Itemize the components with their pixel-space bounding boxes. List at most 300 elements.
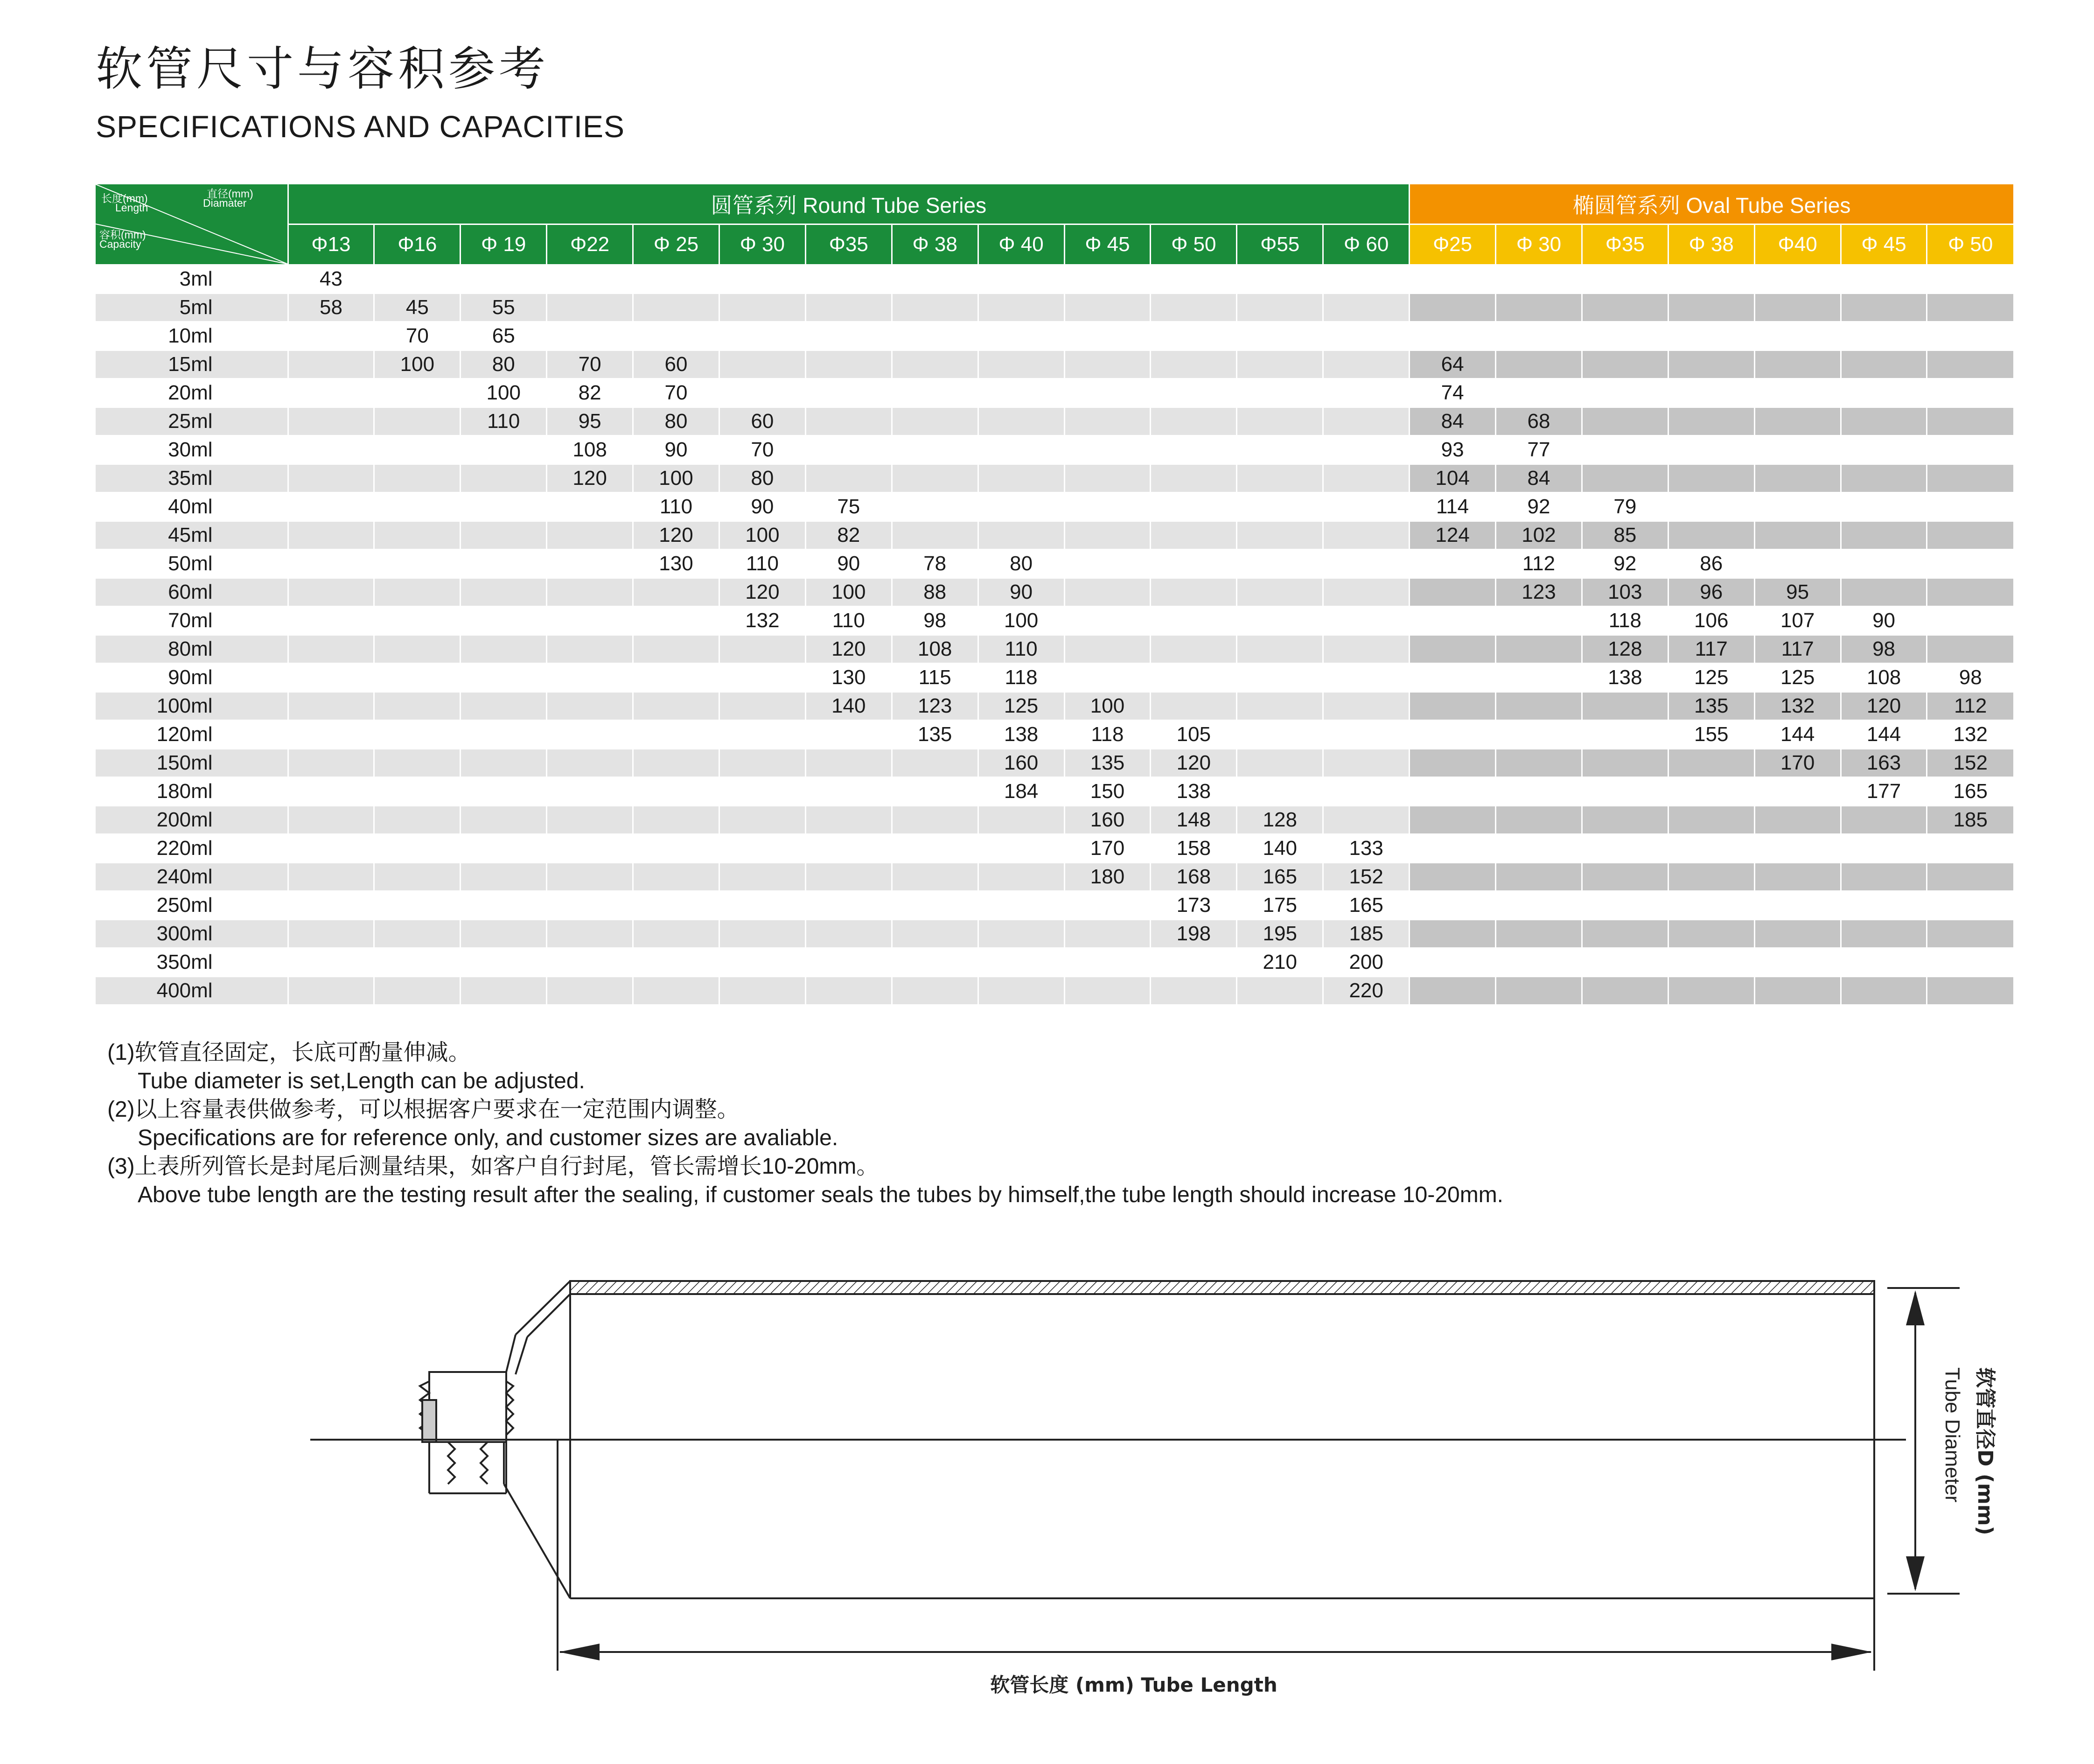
round-diameter-header: Φ 30 <box>719 224 805 265</box>
round-length-cell <box>892 948 978 977</box>
round-length-cell <box>978 265 1064 294</box>
oval-length-cell <box>1582 436 1668 464</box>
oval-length-cell <box>1841 350 1927 379</box>
round-length-cell: 120 <box>805 635 892 664</box>
oval-length-cell <box>1927 464 2013 493</box>
oval-tube-series-header: 椭圆管系列 Oval Tube Series <box>1410 184 2013 224</box>
oval-length-cell: 138 <box>1582 664 1668 692</box>
round-length-cell <box>1323 664 1410 692</box>
oval-length-cell <box>1410 607 1496 635</box>
oval-length-cell <box>1927 578 2013 607</box>
round-length-cell <box>1151 977 1237 1005</box>
round-length-cell <box>1237 578 1323 607</box>
round-length-cell <box>892 265 978 294</box>
round-length-cell <box>1064 920 1151 948</box>
oval-length-cell <box>1496 806 1582 834</box>
round-length-cell: 98 <box>892 607 978 635</box>
round-length-cell <box>1064 607 1151 635</box>
note-2-en: Specifications are for reference only, and customer sizes are avaliable. <box>138 1126 838 1150</box>
oval-length-cell: 84 <box>1410 407 1496 436</box>
round-length-cell <box>547 721 633 749</box>
length-arrow-head-right <box>1831 1644 1872 1660</box>
oval-length-cell <box>1582 721 1668 749</box>
round-length-cell <box>719 294 805 322</box>
round-length-cell <box>374 806 461 834</box>
oval-length-cell <box>1582 692 1668 721</box>
oval-length-cell <box>1668 294 1754 322</box>
round-length-cell <box>374 493 461 521</box>
notes <box>107 1038 1503 1209</box>
oval-length-cell <box>1841 550 1927 578</box>
oval-length-cell <box>1496 834 1582 863</box>
capacity-cell: 250ml <box>96 891 288 920</box>
round-length-cell <box>374 920 461 948</box>
oval-length-cell <box>1582 322 1668 350</box>
round-length-cell <box>1064 948 1151 977</box>
round-length-cell <box>633 920 719 948</box>
round-length-cell <box>1237 749 1323 777</box>
corner-diameter-zh: 直径(mm) <box>207 188 253 200</box>
round-length-cell <box>978 294 1064 322</box>
oval-length-cell <box>1410 863 1496 891</box>
round-length-cell <box>288 749 374 777</box>
round-length-cell <box>633 863 719 891</box>
corner-capacity-zh: 容积(mm) <box>99 229 146 241</box>
round-length-cell <box>633 607 719 635</box>
round-length-cell: 108 <box>892 635 978 664</box>
round-length-cell <box>461 664 547 692</box>
oval-length-cell <box>1754 920 1841 948</box>
round-length-cell <box>719 265 805 294</box>
round-length-cell: 78 <box>892 550 978 578</box>
oval-length-cell <box>1841 863 1927 891</box>
round-length-cell <box>978 521 1064 550</box>
round-length-cell <box>978 806 1064 834</box>
round-diameter-header: Φ13 <box>288 224 374 265</box>
oval-length-cell <box>1754 322 1841 350</box>
round-length-cell <box>1237 322 1323 350</box>
oval-length-cell: 68 <box>1496 407 1582 436</box>
oval-length-cell: 170 <box>1754 749 1841 777</box>
round-length-cell <box>461 749 547 777</box>
round-length-cell: 100 <box>719 521 805 550</box>
oval-length-cell <box>1496 948 1582 977</box>
round-length-cell <box>805 350 892 379</box>
round-length-cell <box>374 692 461 721</box>
round-length-cell <box>892 493 978 521</box>
oval-length-cell <box>1496 607 1582 635</box>
capacity-cell: 240ml <box>96 863 288 891</box>
round-length-cell <box>978 379 1064 407</box>
round-length-cell <box>1064 891 1151 920</box>
round-length-cell <box>288 806 374 834</box>
round-length-cell <box>374 749 461 777</box>
round-length-cell <box>547 493 633 521</box>
round-length-cell <box>1237 550 1323 578</box>
round-length-cell <box>805 891 892 920</box>
round-length-cell: 110 <box>633 493 719 521</box>
oval-length-cell <box>1582 777 1668 806</box>
round-length-cell <box>1064 379 1151 407</box>
capacity-cell: 220ml <box>96 834 288 863</box>
round-length-cell: 88 <box>892 578 978 607</box>
diameter-header-row <box>96 224 2013 265</box>
round-length-cell: 108 <box>547 436 633 464</box>
oval-length-cell <box>1496 635 1582 664</box>
round-length-cell: 75 <box>805 493 892 521</box>
round-length-cell <box>374 948 461 977</box>
page-title-zh: 软管尺寸与容积参考 <box>96 43 549 95</box>
capacity-cell: 100ml <box>96 692 288 721</box>
round-length-cell: 115 <box>892 664 978 692</box>
tube-diagram <box>0 1260 2094 1727</box>
oval-length-cell: 64 <box>1410 350 1496 379</box>
round-length-cell: 100 <box>1064 692 1151 721</box>
oval-length-cell: 117 <box>1754 635 1841 664</box>
round-length-cell <box>1064 350 1151 379</box>
oval-length-cell <box>1410 806 1496 834</box>
table-row <box>96 294 2013 322</box>
round-length-cell: 55 <box>461 294 547 322</box>
round-length-cell <box>892 407 978 436</box>
oval-length-cell: 112 <box>1496 550 1582 578</box>
round-length-cell <box>719 350 805 379</box>
oval-length-cell <box>1582 891 1668 920</box>
oval-length-cell: 124 <box>1410 521 1496 550</box>
round-length-cell: 185 <box>1323 920 1410 948</box>
oval-length-cell: 123 <box>1496 578 1582 607</box>
round-length-cell <box>1237 977 1323 1005</box>
oval-length-cell: 177 <box>1841 777 1927 806</box>
oval-length-cell <box>1927 407 2013 436</box>
round-length-cell <box>719 948 805 977</box>
oval-length-cell <box>1668 350 1754 379</box>
round-length-cell <box>461 635 547 664</box>
round-length-cell: 110 <box>805 607 892 635</box>
oval-length-cell <box>1841 521 1927 550</box>
oval-length-cell <box>1496 721 1582 749</box>
round-length-cell: 120 <box>547 464 633 493</box>
round-length-cell: 140 <box>805 692 892 721</box>
oval-length-cell: 128 <box>1582 635 1668 664</box>
oval-length-cell <box>1496 664 1582 692</box>
oval-length-cell <box>1841 948 1927 977</box>
round-diameter-header: Φ 38 <box>892 224 978 265</box>
oval-length-cell <box>1841 265 1927 294</box>
oval-length-cell: 114 <box>1410 493 1496 521</box>
oval-length-cell <box>1927 977 2013 1005</box>
round-length-cell <box>892 777 978 806</box>
round-length-cell <box>374 721 461 749</box>
oval-length-cell <box>1927 379 2013 407</box>
round-length-cell <box>1064 464 1151 493</box>
round-length-cell <box>805 920 892 948</box>
corner-length-en: Length <box>115 202 148 214</box>
oval-length-cell: 112 <box>1927 692 2013 721</box>
round-length-cell: 80 <box>719 464 805 493</box>
table-row <box>96 550 2013 578</box>
round-length-cell <box>374 834 461 863</box>
oval-length-cell: 95 <box>1754 578 1841 607</box>
round-length-cell <box>461 806 547 834</box>
round-length-cell <box>547 521 633 550</box>
oval-length-cell <box>1754 948 1841 977</box>
oval-length-cell <box>1668 948 1754 977</box>
round-length-cell <box>1237 692 1323 721</box>
round-length-cell: 133 <box>1323 834 1410 863</box>
round-length-cell <box>1323 777 1410 806</box>
table-row <box>96 493 2013 521</box>
round-length-cell <box>461 891 547 920</box>
round-length-cell <box>288 721 374 749</box>
oval-length-cell <box>1754 407 1841 436</box>
round-length-cell: 184 <box>978 777 1064 806</box>
diameter-label-zh: 软管直径D (mm) <box>1973 1367 1997 1535</box>
oval-length-cell <box>1582 407 1668 436</box>
round-length-cell <box>978 322 1064 350</box>
oval-length-cell <box>1754 350 1841 379</box>
oval-length-cell <box>1410 294 1496 322</box>
round-length-cell <box>1323 265 1410 294</box>
round-length-cell <box>805 407 892 436</box>
round-length-cell <box>1151 322 1237 350</box>
round-length-cell: 140 <box>1237 834 1323 863</box>
round-length-cell <box>374 664 461 692</box>
round-length-cell <box>978 948 1064 977</box>
oval-length-cell <box>1496 350 1582 379</box>
note-1-zh: (1)软管直径固定，长底可酌量伸减。 <box>107 1040 471 1065</box>
round-length-cell <box>1151 265 1237 294</box>
round-length-cell: 130 <box>633 550 719 578</box>
round-length-cell <box>1151 379 1237 407</box>
oval-length-cell <box>1841 493 1927 521</box>
round-length-cell <box>461 777 547 806</box>
oval-length-cell <box>1927 635 2013 664</box>
oval-diameter-header: Φ40 <box>1754 224 1841 265</box>
round-length-cell <box>805 977 892 1005</box>
round-length-cell <box>288 493 374 521</box>
round-length-cell <box>461 436 547 464</box>
round-length-cell <box>719 635 805 664</box>
oval-diameter-header: Φ25 <box>1410 224 1496 265</box>
capacity-cell: 5ml <box>96 294 288 322</box>
oval-length-cell <box>1927 920 2013 948</box>
oval-length-cell: 132 <box>1754 692 1841 721</box>
table-row <box>96 920 2013 948</box>
round-length-cell: 80 <box>461 350 547 379</box>
round-length-cell <box>288 521 374 550</box>
oval-length-cell <box>1582 948 1668 977</box>
oval-length-cell <box>1841 578 1927 607</box>
length-arrow-head-left <box>559 1644 600 1660</box>
round-length-cell <box>1323 379 1410 407</box>
capacity-cell: 20ml <box>96 379 288 407</box>
round-diameter-header: Φ 50 <box>1151 224 1237 265</box>
round-length-cell: 130 <box>805 664 892 692</box>
oval-length-cell <box>1410 834 1496 863</box>
round-length-cell <box>892 977 978 1005</box>
capacity-cell: 60ml <box>96 578 288 607</box>
oval-length-cell <box>1841 834 1927 863</box>
round-length-cell: 173 <box>1151 891 1237 920</box>
round-length-cell <box>1151 578 1237 607</box>
oval-length-cell: 135 <box>1668 692 1754 721</box>
oval-length-cell <box>1754 806 1841 834</box>
oval-length-cell <box>1841 891 1927 920</box>
round-length-cell: 43 <box>288 265 374 294</box>
round-length-cell <box>978 891 1064 920</box>
round-length-cell: 70 <box>547 350 633 379</box>
capacity-cell: 200ml <box>96 806 288 834</box>
round-length-cell <box>805 777 892 806</box>
round-length-cell <box>1323 721 1410 749</box>
round-length-cell <box>1323 464 1410 493</box>
round-length-cell <box>978 863 1064 891</box>
oval-length-cell: 90 <box>1841 607 1927 635</box>
round-length-cell <box>1064 294 1151 322</box>
round-length-cell <box>547 977 633 1005</box>
oval-length-cell <box>1841 464 1927 493</box>
round-length-cell <box>1151 607 1237 635</box>
oval-length-cell <box>1410 578 1496 607</box>
round-length-cell <box>461 977 547 1005</box>
round-length-cell <box>1323 521 1410 550</box>
round-length-cell <box>1064 635 1151 664</box>
round-length-cell <box>1064 407 1151 436</box>
oval-length-cell <box>1410 635 1496 664</box>
round-length-cell <box>978 350 1064 379</box>
round-length-cell <box>1323 493 1410 521</box>
round-length-cell <box>805 834 892 863</box>
round-length-cell <box>1237 607 1323 635</box>
round-length-cell <box>461 493 547 521</box>
oval-length-cell: 152 <box>1927 749 2013 777</box>
oval-length-cell <box>1410 977 1496 1005</box>
tube-outline <box>420 1281 1960 1671</box>
round-length-cell <box>805 806 892 834</box>
round-length-cell <box>805 379 892 407</box>
table-row <box>96 664 2013 692</box>
round-length-cell <box>1151 493 1237 521</box>
round-length-cell <box>547 920 633 948</box>
oval-length-cell: 185 <box>1927 806 2013 834</box>
capacity-cell: 350ml <box>96 948 288 977</box>
capacity-cell: 50ml <box>96 550 288 578</box>
round-length-cell <box>374 607 461 635</box>
round-length-cell <box>719 920 805 948</box>
round-length-cell <box>1064 493 1151 521</box>
oval-length-cell <box>1754 265 1841 294</box>
oval-length-cell <box>1582 806 1668 834</box>
round-length-cell <box>374 407 461 436</box>
round-length-cell <box>288 777 374 806</box>
oval-length-cell <box>1668 521 1754 550</box>
table-row <box>96 977 2013 1005</box>
round-length-cell <box>633 948 719 977</box>
round-length-cell: 120 <box>633 521 719 550</box>
round-length-cell <box>1064 521 1151 550</box>
round-length-cell: 120 <box>719 578 805 607</box>
round-length-cell: 105 <box>1151 721 1237 749</box>
oval-length-cell <box>1410 891 1496 920</box>
oval-length-cell <box>1927 521 2013 550</box>
round-length-cell <box>1064 436 1151 464</box>
round-length-cell: 125 <box>978 692 1064 721</box>
capacity-cell: 80ml <box>96 635 288 664</box>
round-length-cell: 165 <box>1323 891 1410 920</box>
round-length-cell <box>1323 607 1410 635</box>
round-length-cell <box>805 749 892 777</box>
round-length-cell: 58 <box>288 294 374 322</box>
round-length-cell <box>288 350 374 379</box>
table-row <box>96 948 2013 977</box>
oval-length-cell <box>1668 834 1754 863</box>
round-length-cell <box>547 607 633 635</box>
round-length-cell <box>633 977 719 1005</box>
oval-length-cell <box>1927 493 2013 521</box>
oval-length-cell: 165 <box>1927 777 2013 806</box>
round-length-cell: 90 <box>633 436 719 464</box>
oval-length-cell: 125 <box>1754 664 1841 692</box>
oval-length-cell <box>1754 379 1841 407</box>
round-length-cell <box>978 493 1064 521</box>
round-length-cell <box>461 721 547 749</box>
table-row <box>96 635 2013 664</box>
oval-length-cell <box>1668 749 1754 777</box>
round-length-cell <box>978 407 1064 436</box>
round-length-cell <box>805 948 892 977</box>
oval-length-cell <box>1582 920 1668 948</box>
oval-length-cell: 155 <box>1668 721 1754 749</box>
round-length-cell <box>1323 578 1410 607</box>
oval-length-cell <box>1496 692 1582 721</box>
round-length-cell <box>374 977 461 1005</box>
oval-length-cell <box>1582 749 1668 777</box>
round-diameter-header: Φ22 <box>547 224 633 265</box>
round-length-cell: 170 <box>1064 834 1151 863</box>
oval-length-cell <box>1496 265 1582 294</box>
round-length-cell <box>719 977 805 1005</box>
round-length-cell: 180 <box>1064 863 1151 891</box>
oval-length-cell <box>1410 692 1496 721</box>
oval-length-cell <box>1754 777 1841 806</box>
table-row <box>96 834 2013 863</box>
oval-length-cell <box>1754 863 1841 891</box>
round-length-cell <box>461 265 547 294</box>
round-length-cell: 100 <box>805 578 892 607</box>
round-length-cell <box>805 464 892 493</box>
corner-diameter-en: Diamater <box>203 197 247 209</box>
round-length-cell <box>633 664 719 692</box>
oval-length-cell <box>1668 891 1754 920</box>
round-length-cell <box>1237 407 1323 436</box>
round-length-cell <box>1151 664 1237 692</box>
round-length-cell <box>805 294 892 322</box>
round-length-cell <box>892 863 978 891</box>
capacity-cell: 70ml <box>96 607 288 635</box>
round-tube-series-header: 圆管系列 Round Tube Series <box>288 184 1410 224</box>
oval-length-cell: 106 <box>1668 607 1754 635</box>
round-length-cell <box>719 322 805 350</box>
round-length-cell <box>1237 635 1323 664</box>
round-length-cell <box>1323 806 1410 834</box>
oval-length-cell <box>1668 464 1754 493</box>
table-row <box>96 749 2013 777</box>
round-length-cell <box>1064 322 1151 350</box>
oval-length-cell: 74 <box>1410 379 1496 407</box>
capacity-table <box>96 184 2013 1004</box>
round-length-cell <box>547 749 633 777</box>
